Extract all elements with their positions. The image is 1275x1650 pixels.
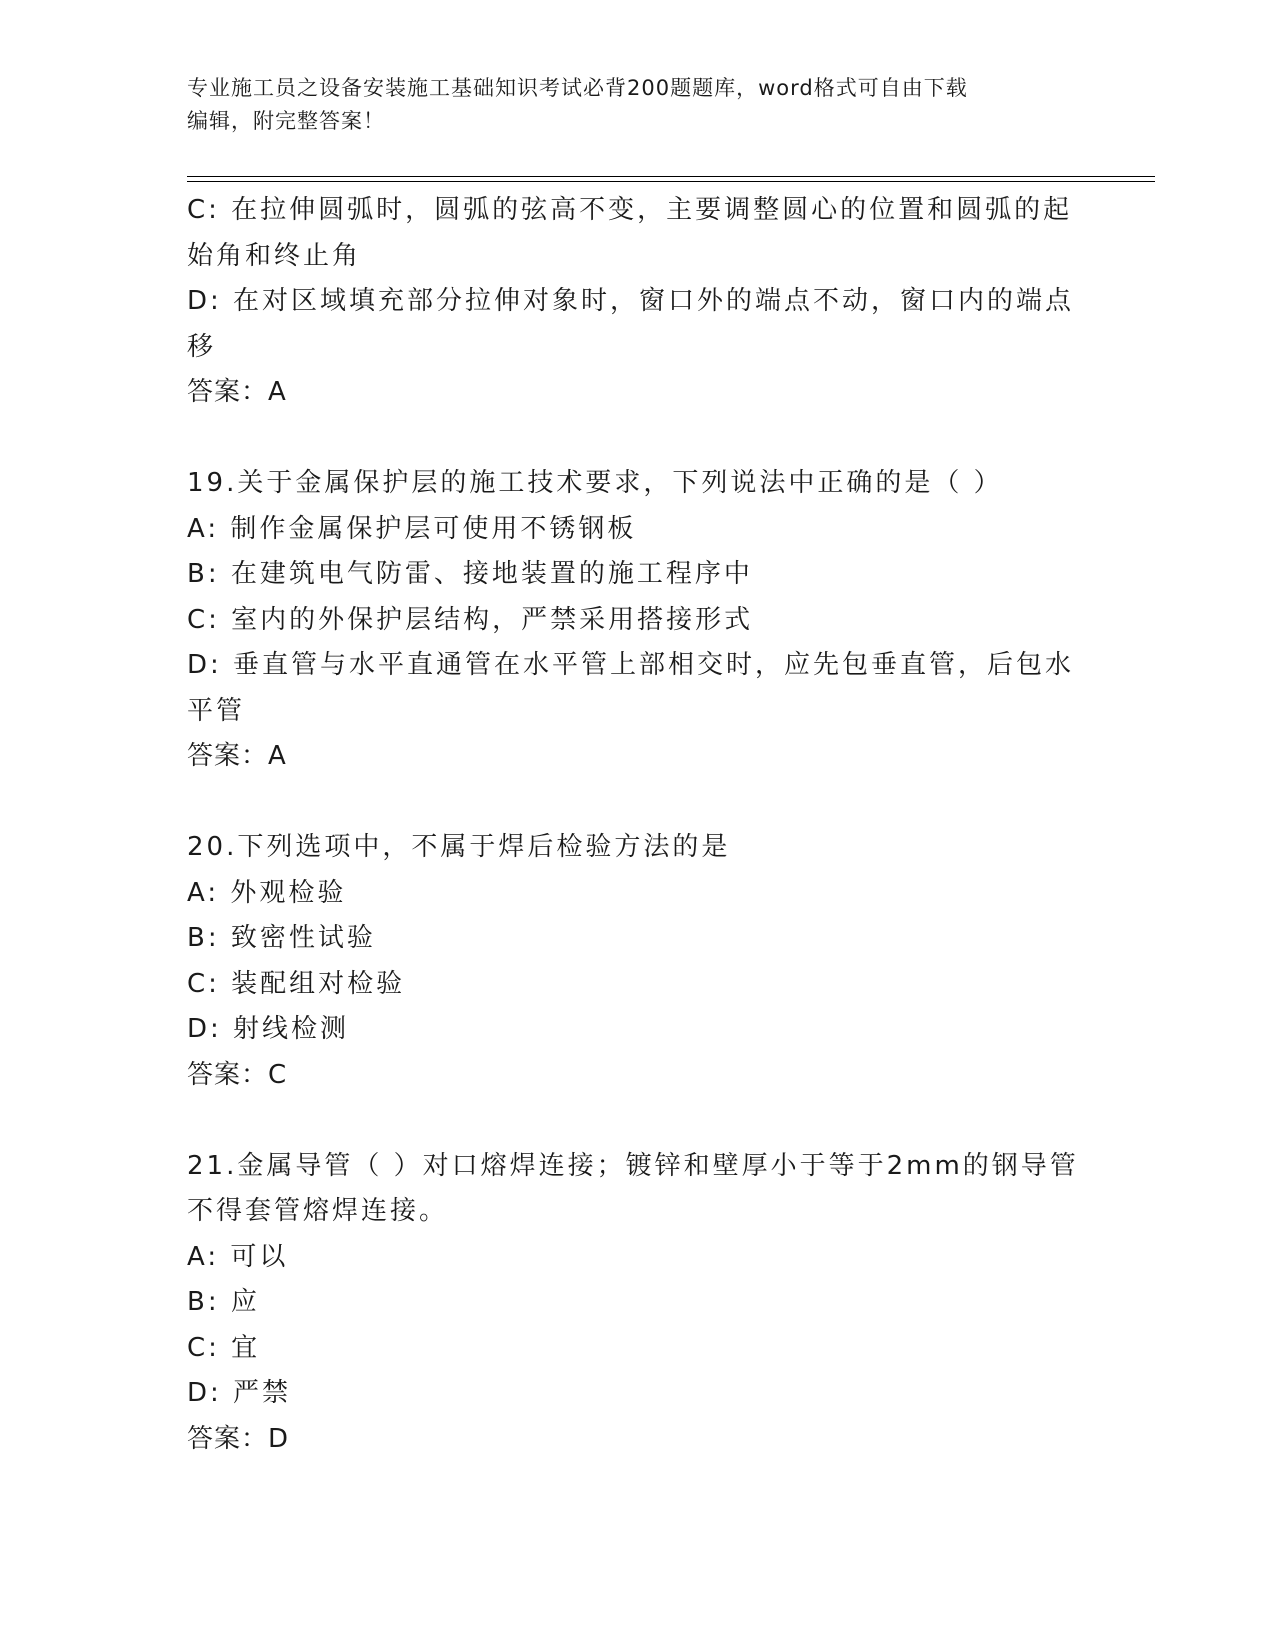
q21-option-d: D: 严禁 bbox=[187, 1378, 292, 1408]
spacer bbox=[187, 780, 1087, 826]
q21-stem-line1: 21.金属导管（ ）对口熔焊连接；镀锌和壁厚小于等于2mm的钢导管 bbox=[187, 1150, 1079, 1181]
q21-option-c: C: 宜 bbox=[187, 1332, 261, 1363]
q20-option-d: D: 射线检测 bbox=[187, 1014, 350, 1044]
question-21 bbox=[187, 1144, 1087, 1463]
q19-option-d-line2: 平管 bbox=[187, 695, 246, 726]
q21-stem-line2: 不得套管熔焊连接。 bbox=[187, 1196, 449, 1226]
q20-option-c: C: 装配组对检验 bbox=[187, 968, 406, 999]
q20-option-a: A: 外观检验 bbox=[187, 877, 347, 908]
q19-option-c: C: 室内的外保护层结构，严禁采用搭接形式 bbox=[187, 604, 754, 635]
q21-option-a: A: 可以 bbox=[187, 1241, 289, 1272]
header-divider-top bbox=[187, 176, 1155, 177]
q20-option-b: B: 致密性试验 bbox=[187, 923, 376, 953]
question-18-tail bbox=[187, 188, 1087, 416]
q18-answer: 答案：A bbox=[187, 377, 287, 407]
q18-option-c-line2: 始角和终止角 bbox=[187, 240, 362, 271]
q19-option-a: A: 制作金属保护层可使用不锈钢板 bbox=[187, 513, 637, 544]
header-title-line2: 编辑，附完整答案！ bbox=[187, 109, 385, 133]
q19-stem: 19.关于金属保护层的施工技术要求，下列说法中正确的是（ ） bbox=[187, 468, 1003, 498]
q20-stem: 20.下列选项中，不属于焊后检验方法的是 bbox=[187, 832, 731, 862]
question-19 bbox=[187, 461, 1087, 780]
q20-answer: 答案：C bbox=[187, 1059, 288, 1090]
q21-answer: 答案：D bbox=[187, 1423, 290, 1454]
question-20 bbox=[187, 825, 1087, 1098]
q19-option-d-line1: D: 垂直管与水平直通管在水平管上部相交时，应先包垂直管，后包水 bbox=[187, 650, 1075, 680]
q18-option-d-line1: D: 在对区域填充部分拉伸对象时，窗口外的端点不动，窗口内的端点 bbox=[187, 286, 1075, 316]
spacer bbox=[187, 1098, 1087, 1144]
question-content bbox=[187, 188, 1087, 1462]
q18-option-c-line1: C: 在拉伸圆弧时，圆弧的弦高不变，主要调整圆心的位置和圆弧的起 bbox=[187, 195, 1073, 225]
header-title-line1: 专业施工员之设备安装施工基础知识考试必背200题题库，word格式可自由下载 bbox=[187, 76, 968, 100]
spacer bbox=[187, 416, 1087, 462]
q18-option-d-line2: 移 bbox=[187, 331, 217, 362]
document-header bbox=[187, 72, 1087, 138]
header-divider-bottom bbox=[187, 181, 1155, 182]
q19-option-b: B: 在建筑电气防雷、接地装置的施工程序中 bbox=[187, 559, 753, 589]
q19-answer: 答案：A bbox=[187, 741, 287, 771]
q21-option-b: B: 应 bbox=[187, 1287, 260, 1317]
